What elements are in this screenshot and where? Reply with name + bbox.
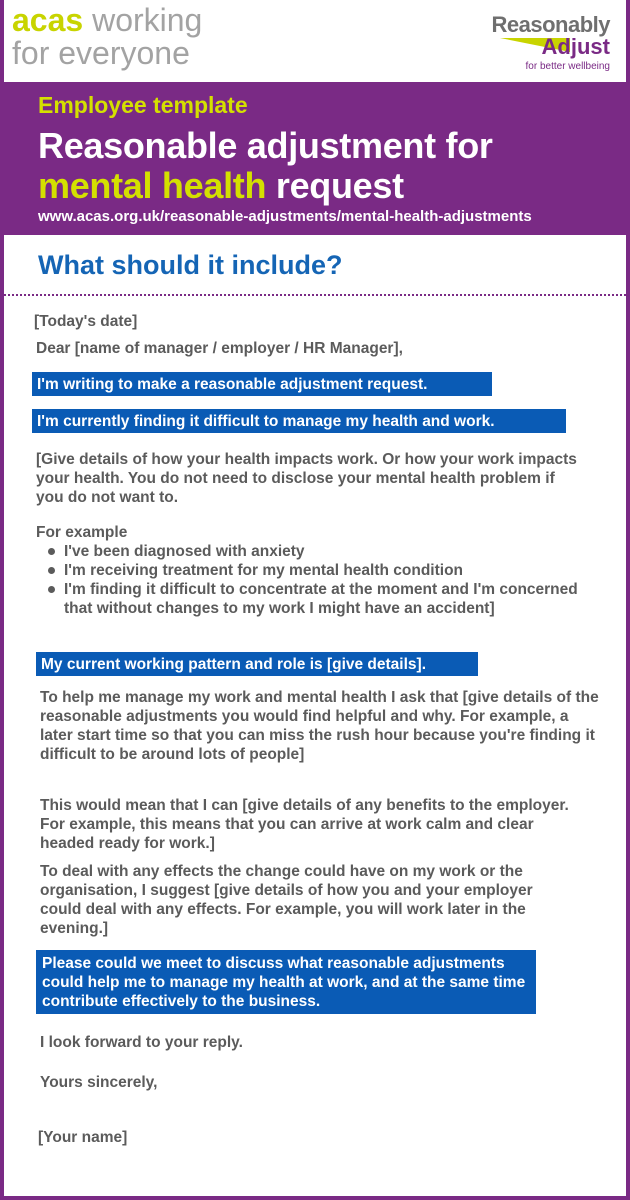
banner-title-rest: request: [275, 165, 404, 206]
closing-reply: I look forward to your reply.: [40, 1034, 243, 1051]
example-item: I'm receiving treatment for my mental health condition: [64, 561, 596, 580]
ra-logo-line2: Adjust: [541, 34, 610, 59]
help-paragraph: To help me manage my work and mental health I ask that [give details of the reasonable adjustments you would find helpful and why. For example, a later start time so that you can miss the rush hour because you're finding it difficult to be around lots of people]: [40, 689, 599, 763]
banner-title-line2: [38, 165, 404, 207]
details-paragraph: [Give details of how your health impacts work. Or how your work impacts your health. You do not need to disclose your mental health problem if you do not want to.: [36, 451, 577, 506]
dotted-divider: [0, 294, 630, 296]
sign-off: Yours sincerely,: [40, 1074, 158, 1091]
banner-url: www.acas.org.uk/reasonable-adjustments/mental-health-adjustments: [38, 208, 532, 225]
highlight-meet-request: Please could we meet to discuss what reasonable adjustments could help me to manage my health at work, and at the same time contribute effectively to the business.: [36, 950, 536, 1014]
highlight-difficulty: I'm currently finding it difficult to manage my health and work.: [32, 409, 566, 433]
letter-salutation: Dear [name of manager / employer / HR Manager],: [36, 340, 403, 357]
banner-title-line1: Reasonable adjustment for: [38, 125, 493, 166]
benefit-paragraph: This would mean that I can [give details of any benefits to the employer. For example, this means that you can arrive at work calm and clear headed ready for work.]: [40, 797, 569, 852]
banner-kicker: Employee template: [38, 92, 248, 118]
signature-name: [Your name]: [38, 1129, 128, 1146]
example-item: I'm finding it difficult to concentrate at the moment and I'm concerned that without changes to my work I might have an accident]: [64, 580, 596, 618]
effects-paragraph: To deal with any effects the change could have on my work or the organisation, I suggest [give details of how you and your employer could deal with any effects. For example, you will work later in the evening.]: [40, 863, 533, 937]
acas-logo-word: acas: [12, 2, 84, 38]
letter-date: [Today's date]: [34, 313, 138, 330]
examples-intro: For example: [36, 524, 128, 541]
reasonably-adjust-logo: [492, 14, 611, 72]
acas-logo-tagline: for everyone: [12, 35, 190, 71]
highlight-request: I'm writing to make a reasonable adjustment request.: [32, 372, 492, 396]
examples-list: [36, 542, 596, 618]
highlight-working-pattern: My current working pattern and role is [give details].: [36, 652, 478, 676]
example-item: I've been diagnosed with anxiety: [64, 542, 596, 561]
title-banner: [0, 82, 630, 235]
acas-logo: [12, 4, 202, 69]
ra-logo-line1: Reasonably: [491, 12, 610, 37]
acas-logo-working: working: [92, 2, 203, 38]
ra-logo-tagline: for better wellbeing: [525, 61, 610, 72]
section-heading: What should it include?: [38, 250, 343, 280]
banner-title-highlight: mental health: [38, 165, 267, 206]
examples-block: [36, 523, 596, 618]
